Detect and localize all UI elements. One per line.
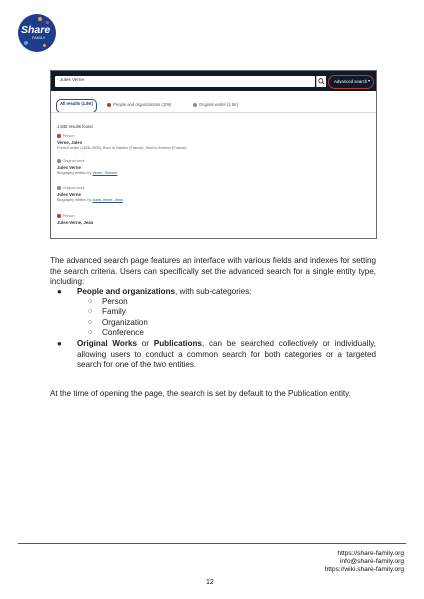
intro-paragraph: The advanced search page features an interface with various fields and indexes for setting the search criteria. Users can specifically set the advanced search for a single entity type, including:: [50, 256, 376, 286]
subitem-conference: Conference: [102, 328, 144, 337]
bullet-bold: People and organizations: [77, 287, 176, 296]
tab-label: People and organizations (209): [113, 102, 172, 107]
work-icon: [57, 186, 61, 190]
sub-bullet: ○: [88, 308, 93, 315]
tab-all-results[interactable]: [56, 99, 97, 113]
tab-people-organizations[interactable]: [107, 102, 171, 112]
bullet-dot: ●: [57, 287, 62, 296]
bullet-people-organizations: [77, 287, 252, 298]
tab-label: All results (1.8K): [60, 101, 94, 106]
bullet-or: or: [136, 339, 154, 348]
person-icon: [57, 214, 61, 218]
result-kind: Original work: [62, 186, 85, 191]
closing-paragraph: At the time of opening the page, the search is set by default to the Publication entity.: [50, 389, 351, 398]
logo-subword: FAMILY: [32, 36, 46, 40]
result-detail: [57, 198, 123, 204]
bullet-rest: , can be searched collectively or individually, allowing users to conduct a common search for both categories or a targeted search for one of the two entities.: [77, 339, 376, 369]
search-interface-screenshot: [50, 70, 377, 239]
result-title[interactable]: Verne, Jules: [57, 140, 83, 145]
advanced-search-button[interactable]: [328, 75, 374, 89]
search-icon: [318, 78, 325, 85]
search-input-value: Jules Verne: [60, 77, 85, 82]
result-detail-prefix: Biography written by: [57, 171, 93, 175]
share-family-logo: [18, 14, 56, 52]
result-kind: Person: [62, 134, 75, 139]
result-title[interactable]: Jules-Verne, Jean: [57, 220, 94, 225]
result-kind: Person: [62, 214, 75, 219]
chevron-down-icon: ▾: [367, 78, 370, 83]
sub-bullet: ○: [88, 329, 93, 336]
list-item[interactable]: [57, 186, 123, 204]
search-button[interactable]: [316, 76, 326, 87]
list-item[interactable]: [57, 159, 117, 177]
result-detail: French writer (1828-1905). Born in Nantes (France), Died in Amiens (France).: [57, 146, 188, 150]
sub-bullet: ○: [88, 298, 93, 305]
subitem-family: Family: [102, 307, 126, 316]
footer-email-link[interactable]: info@share-family.org: [339, 558, 404, 565]
bullet-rest: , with sub-categories:: [175, 287, 252, 296]
divider: [51, 112, 376, 113]
list-item[interactable]: [57, 134, 187, 152]
bullet-dot: ●: [57, 339, 62, 348]
result-tabs: [51, 100, 376, 112]
person-icon: [57, 134, 61, 138]
work-icon: [57, 159, 61, 163]
result-author-link[interactable]: Verne, Simone: [92, 171, 118, 175]
person-icon: [107, 103, 111, 107]
tab-label: Original works (1.5K): [199, 102, 239, 107]
footer-wiki-link[interactable]: https://wiki.share-family.org: [324, 566, 404, 573]
result-detail: [57, 171, 117, 177]
work-icon: [193, 103, 197, 107]
footer-website-link[interactable]: https://share-family.org: [337, 550, 404, 557]
list-item[interactable]: [57, 214, 93, 226]
logo-word: Share: [21, 24, 51, 36]
search-input[interactable]: [55, 76, 315, 87]
tab-original-works[interactable]: [193, 102, 238, 112]
result-kind: Original work: [62, 159, 85, 164]
bullet-works-publications: [77, 339, 376, 371]
result-title[interactable]: Jules Verne: [57, 192, 81, 197]
footer-divider: [18, 543, 406, 544]
result-title[interactable]: Jules Verne: [57, 165, 81, 170]
result-detail-prefix: Biography written by: [57, 198, 93, 202]
sub-bullet: ○: [88, 319, 93, 326]
bullet-bold: Publications: [153, 339, 202, 348]
result-author-link[interactable]: Jules-Verne, Jean: [92, 198, 123, 202]
results-count: 1,846 results found: [57, 124, 93, 129]
advanced-search-label: Advanced search: [334, 78, 368, 84]
subitem-person: Person: [102, 297, 128, 306]
bullet-bold: Original Works: [77, 339, 137, 348]
search-bar: [51, 71, 376, 91]
page-number: 12: [206, 579, 214, 586]
subitem-organization: Organization: [102, 318, 148, 327]
